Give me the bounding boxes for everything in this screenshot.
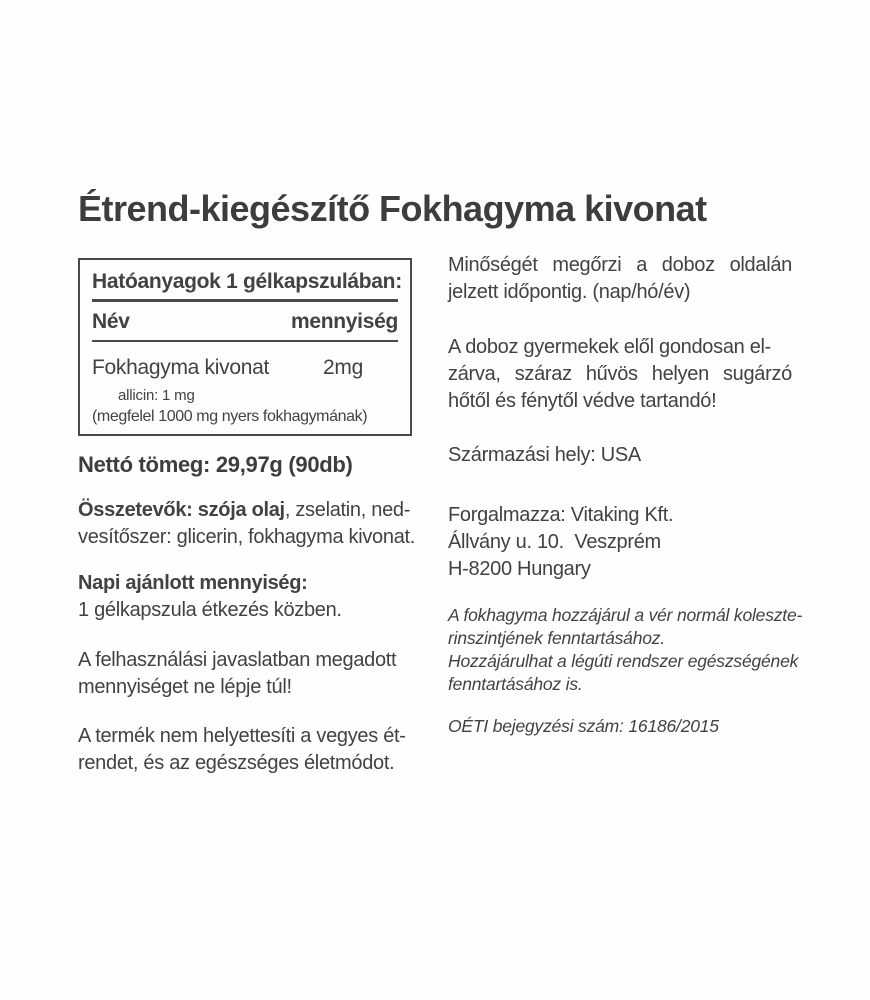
facts-header: Hatóanyagok 1 gélkapszulában:: [92, 270, 402, 293]
storage-line-2: zárva, száraz hűvös helyen sugárzó: [448, 363, 792, 385]
diet-warning-line-1: A termék nem helyettesíti a vegyes ét-: [78, 725, 406, 747]
origin-paragraph: [448, 442, 792, 469]
registration-paragraph: [448, 715, 792, 738]
quality-line-1: Minőségét megőrzi a doboz oldalán: [448, 254, 792, 276]
right-column: [448, 252, 803, 738]
facts-col-name: Név: [92, 310, 130, 333]
ingredients-label: Összetevők: szója olaj: [78, 499, 285, 521]
facts-row-name: Fokhagyma kivonat: [92, 356, 269, 379]
distributor-paragraph: [448, 502, 792, 583]
ingredients-line-1: [78, 497, 412, 524]
quality-paragraph: [448, 252, 792, 306]
facts-col-qty: mennyiség: [290, 310, 398, 333]
ingredients-line-2: vesítőszer: glicerin, fokhagyma kivonat.: [78, 526, 416, 548]
daily-dose-paragraph: [78, 570, 412, 624]
distributor-line-1: Forgalmazza: Vitaking Kft.: [448, 504, 674, 526]
health-claim-line-2: rinszintjének fenntartásához.: [448, 628, 665, 648]
health-claim-line-4: fenntartásához is.: [448, 674, 583, 694]
storage-line-3: hőtől és fénytől védve tartandó!: [448, 390, 717, 412]
registration-number: OÉTI bejegyzési szám: 16186/2015: [448, 716, 719, 736]
facts-equivalence-note: (megfelel 1000 mg nyers fokhagymának): [92, 408, 368, 425]
ingredients-rest: , zselatin, ned-: [284, 499, 411, 521]
origin-text: Származási hely: USA: [448, 444, 641, 466]
daily-dose-heading: Napi ajánlott mennyiség:: [78, 572, 308, 594]
dosage-warning-paragraph: [78, 647, 412, 701]
distributor-line-3: H-8200 Hungary: [448, 558, 591, 580]
net-weight: Nettó tömeg: 29,97g (90db): [78, 452, 353, 477]
facts-divider-thick: [92, 299, 398, 302]
storage-paragraph: [448, 334, 792, 415]
facts-column-headers: [92, 308, 398, 335]
diet-warning-line-2: rendet, és az egészséges életmódot.: [78, 752, 395, 774]
daily-dose-text: 1 gélkapszula étkezés közben.: [78, 599, 342, 621]
distributor-line-2: Állvány u. 10. Veszprém: [448, 531, 661, 553]
facts-row-qty: 2mg: [323, 356, 363, 379]
left-column: [78, 258, 416, 777]
facts-divider-thin: [92, 340, 398, 342]
dosage-warning-line-1: A felhasználási javaslatban megadott: [78, 649, 397, 671]
dosage-warning-line-2: mennyiséget ne lépje túl!: [78, 676, 292, 698]
quality-line-2: jelzett időpontig. (nap/hó/év): [448, 281, 691, 303]
diet-warning-paragraph: [78, 723, 412, 777]
storage-line-1: A doboz gyermekek elől gondosan el-: [448, 336, 772, 358]
supplement-facts-box: [78, 258, 412, 436]
health-claim-line-1: A fokhagyma hozzájárul a vér normál koleszte-: [448, 605, 803, 625]
page-title: Étrend-kiegészítő Fokhagyma kivonat: [78, 188, 707, 229]
facts-allicin-note: allicin: 1 mg: [118, 387, 195, 404]
ingredients-paragraph: [78, 497, 416, 551]
health-claims-paragraph: [448, 604, 803, 696]
facts-row-garlic: [92, 354, 398, 381]
health-claim-line-3: Hozzájárulhat a légúti rendszer egészségének: [448, 651, 799, 671]
